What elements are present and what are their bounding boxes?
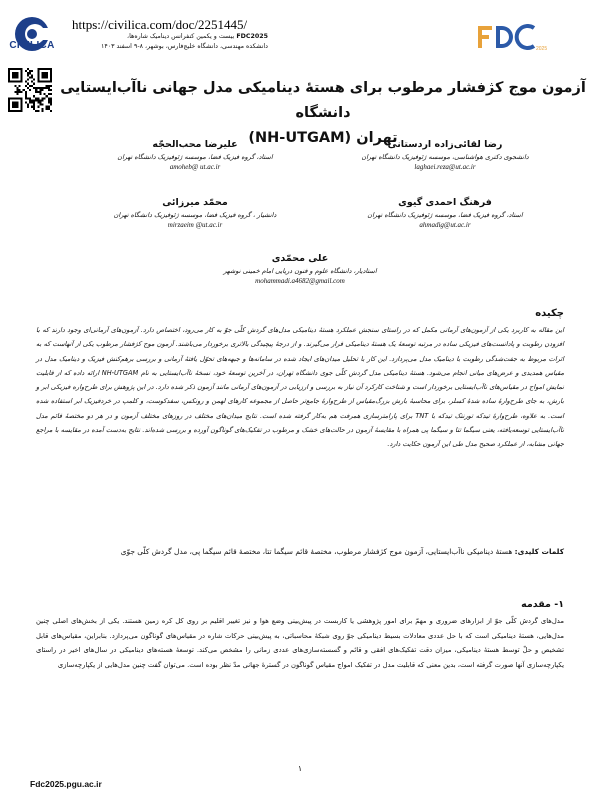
keywords-label: کلمات کلیدی: <box>514 547 564 556</box>
intro-heading: ۱- مقدمه <box>521 599 564 610</box>
author-name: رضا لقائی‌زاده اردستانی <box>387 139 503 150</box>
conference-info <box>78 32 268 51</box>
keywords-text: هستهٔ دینامیکی ناآب‌ایستایی، آزمون موج کژفشار مرطوب، مختصهٔ قائم سیگما تتا، مختصهٔ قائم سیگما پی، مدل گردش کلّی جوّی <box>120 547 513 556</box>
author-block <box>185 252 415 286</box>
fdc-logo-icon <box>478 24 548 54</box>
author-affiliation: استاد، گروه فیزیک فضا، موسسه ژئوفیزیک دانشگاه تهران <box>367 211 523 219</box>
author-name: علی محمّدی <box>271 253 329 264</box>
author-block <box>80 196 310 230</box>
civilica-logo-icon[interactable] <box>6 8 58 62</box>
conference-title: بیست و یکمین کنفرانس دینامیک شاره‌ها، <box>127 33 235 40</box>
author-email[interactable]: laghaei.reza@ut.ac.ir <box>414 163 476 171</box>
author-affiliation: دانشیار ، گروه فیزیک فضا، موسسه ژئوفیزیک دانشگاه تهران <box>113 211 277 219</box>
page-number: ۱ <box>297 764 303 773</box>
fdc-logo-year: 2025 <box>536 46 548 52</box>
paper-title-line-2: تهران (NH-UTGAM) <box>248 130 398 146</box>
author-email[interactable]: amoheb@ ut.ac.ir <box>169 163 221 171</box>
author-block <box>330 196 560 230</box>
author-affiliation: استادیار، دانشگاه علوم و فنون دریایی امام خمینی نوشهر <box>223 267 377 275</box>
author-affiliation: دانشجوی دکتری هواشناسی، موسسه ژئوفیزیک دانشگاه تهران <box>361 153 529 161</box>
author-block <box>80 138 310 172</box>
intro-text: مدل‌های گردش کلّی جوّ از ابزارهای ضروری و مهمّ برای امور پژوهشی یا کاربست در پیش‌بینی وضع هوا و نیز تغییر اقلیم بر روی کل کره زمین هستند. یکی از بخش‌های اصلی چنین مدل‌هایی، هستهٔ دینامیکی است که با حل عددی معادلات بسیط دینامیکی جوّ روی شبکهٔ محاسباتی، به پیش‌بینی حرکات شاره در مقیاس‌های گوناگون می‌پردازد. بنابراین، مقیاس‌های قابل تشخیص و حلّ توسط هستهٔ دینامیکی، میزان دقت تفکیک‌های افقی و قائم و گسسته‌سازی‌های عددی زمانی را مشخص می‌کند. توسعهٔ هسته‌های دینامیکی در سال‌های اخیر در راستای یکپارچه‌سازی آنها صورت گرفته است، بدین معنی که قابلیت مدل در تفکیک امواج مقیاس گوناگون در گسترهٔ جهانی مدّ نظر بوده است. می‌توان گفت چنین مدل‌هایی از یکپارچه‌سازی <box>36 617 564 669</box>
abstract-heading: چکیده <box>535 308 564 319</box>
keywords <box>36 545 564 558</box>
author-email[interactable]: mohammadi.a4682@gmail.com <box>255 277 345 285</box>
author-name: محمّد میرزائی <box>162 197 228 208</box>
author-name: علیرضا محب‌الحجّه <box>152 139 238 150</box>
civilica-logo-text: CIVILICA <box>9 40 55 51</box>
author-email[interactable]: ahmadig@ut.ac.ir <box>419 221 471 229</box>
author-block <box>330 138 560 172</box>
paper-title-line-1: آزمون موج کژفشار مرطوب برای هستهٔ دینامیکی مدل جهانی ناآب‌ایستایی دانشگاه <box>60 80 586 121</box>
author-affiliation: استاد، گروه فیزیک فضا، موسسه ژئوفیزیک دانشگاه تهران <box>117 153 273 161</box>
conference-code: FDC2025 <box>236 33 268 40</box>
conference-line-2: دانشکده مهندسی، دانشگاه خلیج‌فارس، بوشهر، ۸-۹ اسفند ۱۴۰۳ <box>100 42 268 50</box>
conference-line-1 <box>78 32 268 42</box>
footer-url[interactable]: Fdc2025.pgu.ac.ir <box>30 779 102 789</box>
document-url[interactable]: https://civilica.com/doc/2251445/ <box>72 17 248 32</box>
abstract-text: این مقاله به کاربرد یکی از آزمون‌های آرمانی مکمل که در راستای سنجش عملکرد هستهٔ دینامیکی مدل‌های گردش کلّی جوّ به کار می‌رود، اختصاص دارد. آزمون‌های آرمانی‌ای وجود دارند که با افزودن رطوبت و پادانست‌های فیزیکی ساده در مرتبه توسعهٔ یک هستهٔ دینامیکی قرار می‌گیرند. و از درجهٔ پیچیدگی بالاتری برخوردار می‌باشند. آزمون موج کژفشار مرطوب یکی از آنهاست که به اثرات مربوط به جفت‌شدگی رطوبت با دینامیک مدل می‌پردازد. این کار با تحلیل میدان‌های ایجاد شده در سامانه‌ها و جبهه‌های تحوّل یافتهٔ آرمانی و بررسی برهم‌کنش فیزیک و دینامیک مدل در مقیاس همدیدی و عرض‌های میانی انجام می‌شود. هستهٔ دینامیکی مدل گردش کلّی جوی دانشگاه تهران، در آخرین توسعهٔ خود، نسخهٔ ناآب‌ایستایی به نام NH-UTGAM ارائه داده که از قابلیت نمایش امواج در مقیاس‌های ناآب‌ایستایی برخوردار است و شناخت کارکرد آن نیاز به بررسی و ارزیابی در آزمون‌های آرمانی مانند آزمون ذکر شده دارد. در این پژوهش برای طرح‌واره فیزیکی ابر و بارش، به جای طرح‌وارهٔ ساده شدهٔ کسلر، برای محاسبهٔ بارش بزرگ‌مقیاس از طرح‌وارهٔ جامع‌تر حاصل از مجموعه کارهای لهمن و رونکس، سفدکوست، و کلمپ در خردفیزیک ابر استفاده شده است. به علاوه، طرح‌وارهٔ تیدکه تورنتک تیدکه با TNT برای پارامترسازی همرفت هم به‌کار گرفته شده است. نتایج میدان‌های مختلف در روزهای مختلف آزمون و در هر دو مختصهٔ قائم مدل ناآب‌ایستایی توسعه‌یافته، یعنی سیگما تتا و سیگما پی همراه با مقایسهٔ آزمون در حالت‌های خشک و مرطوب در تفکیک‌های گوناگون آورده و بررسی شده‌اند. نتایج به‌دست آمده در مقایسه با مراجع جهانی مشابه، از عملکرد صحیح مدل طی این آزمون حکایت دارد. <box>36 326 564 449</box>
author-email[interactable]: mirzaeim @ut.ac.ir <box>167 221 223 229</box>
author-name: فرهنگ احمدی گیوی <box>398 197 492 208</box>
qr-code-icon <box>8 68 52 112</box>
